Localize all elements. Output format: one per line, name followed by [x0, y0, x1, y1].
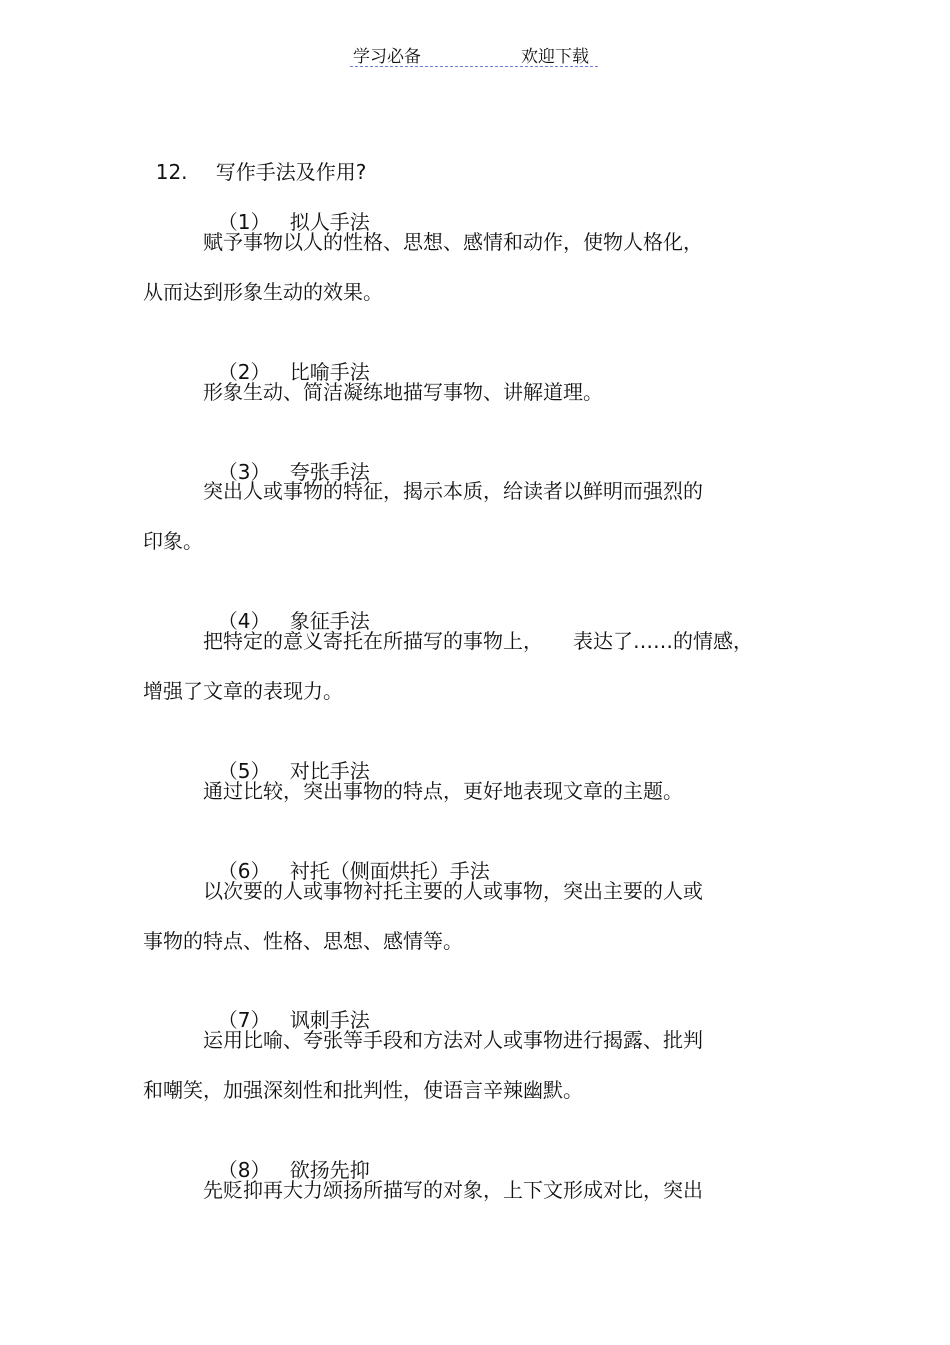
item-number: （3） — [217, 460, 271, 484]
item-desc-line: 和嘲笑，加强深刻性和批判性，使语言辛辣幽默。 — [143, 1078, 583, 1102]
item-number: （7） — [217, 1008, 271, 1032]
item-number: （4） — [217, 609, 271, 633]
item-desc-line: 以次要的人或事物衬托主要的人或事物，突出主要的人或 — [203, 879, 703, 903]
item-desc-line: 事物的特点、性格、思想、感情等。 — [143, 929, 463, 953]
item-desc-line: 先贬抑再大力颂扬所描写的对象，上下文形成对比，突出 — [203, 1178, 703, 1202]
item-desc-line: 突出人或事物的特征，揭示本质，给读者以鲜明而强烈的 — [203, 479, 703, 503]
item-number: （2） — [217, 360, 271, 384]
question-title: 写作手法及作用? — [215, 160, 367, 184]
item-name: 拟人手法 — [289, 210, 370, 234]
item-number: （1） — [217, 210, 271, 234]
item-desc-line: 把特定的意义寄托在所描写的事物上， 表达了……的情感， — [203, 629, 753, 653]
item-desc-line: 印象。 — [143, 529, 203, 553]
item-desc-line: 形象生动、简洁凝练地描写事物、讲解道理。 — [203, 380, 603, 404]
item-name: 欲扬先抑 — [289, 1158, 370, 1182]
item-name: 比喻手法 — [289, 360, 370, 384]
item-desc-line: 增强了文章的表现力。 — [143, 679, 343, 703]
item-name: 夸张手法 — [289, 460, 370, 484]
item-name: 讽刺手法 — [289, 1008, 370, 1032]
item-name: 衬托（侧面烘托）手法 — [289, 859, 490, 883]
header-right-text: 欢迎下载 — [521, 47, 589, 67]
page-header — [350, 40, 598, 67]
item-number: （5） — [217, 759, 271, 783]
question-number: 12. — [155, 160, 188, 184]
item-desc-line: 赋予事物以人的性格、思想、感情和动作，使物人格化， — [203, 230, 703, 254]
item-desc-line: 通过比较，突出事物的特点，更好地表现文章的主题。 — [203, 779, 683, 803]
item-number: （8） — [217, 1158, 271, 1182]
item-desc-line: 运用比喻、夸张等手段和方法对人或事物进行揭露、批判 — [203, 1028, 703, 1052]
item-desc-line: 从而达到形象生动的效果。 — [143, 280, 383, 304]
item-name: 象征手法 — [289, 609, 370, 633]
item-number: （6） — [217, 859, 271, 883]
header-left-text: 学习必备 — [353, 47, 421, 67]
item-name: 对比手法 — [289, 759, 370, 783]
